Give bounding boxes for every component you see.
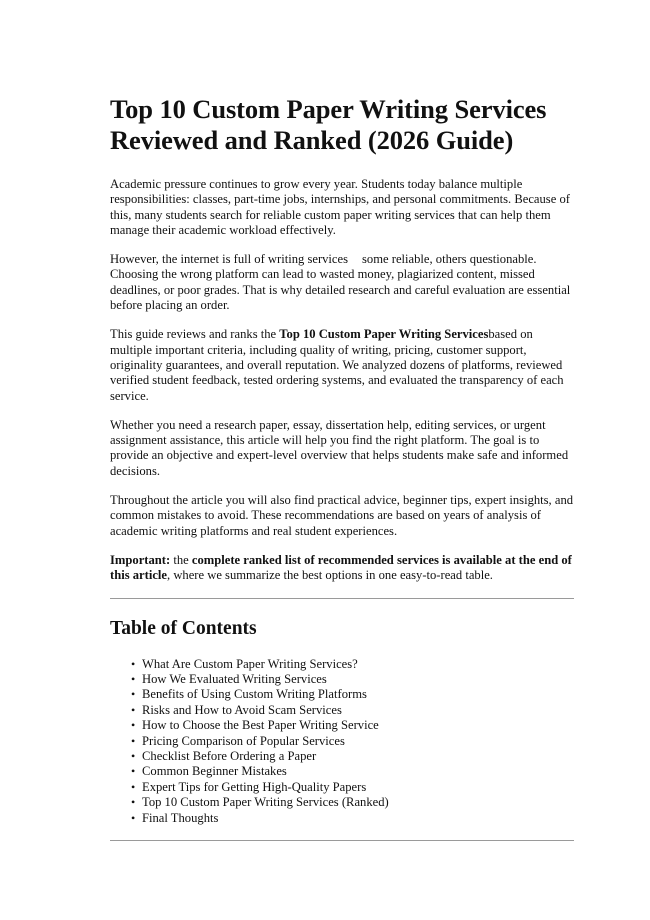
important-part2: , where we summarize the best options in one easy-to-read table.: [167, 568, 493, 583]
important-part1: the: [173, 552, 189, 567]
toc-item[interactable]: • Pricing Comparison of Popular Services: [131, 734, 574, 749]
toc-item[interactable]: • How We Evaluated Writing Services: [131, 672, 574, 687]
toc-item[interactable]: • What Are Custom Paper Writing Services?: [131, 657, 574, 672]
paragraph-internet: [110, 252, 574, 313]
paragraph-important: [110, 553, 574, 584]
toc-item[interactable]: • Top 10 Custom Paper Writing Services (Ranked): [131, 795, 574, 810]
paragraph-guide-part2: based on multiple important criteria, including quality of writing, pricing, customer support, originality guarantees, and overall reputation. We analyzed dozens of platforms, reviewed verified student feedback, tested ordering systems, and evaluated the transparency of each service.: [110, 327, 564, 403]
toc-item[interactable]: • Expert Tips for Getting High-Quality Papers: [131, 780, 574, 795]
toc-item[interactable]: • Risks and How to Avoid Scam Services: [131, 703, 574, 718]
paragraph-advice: Throughout the article you will also find practical advice, beginner tips, expert insights, and common mistakes to avoid. These recommendations are based on years of analysis of academic writing platforms and real student experiences.: [110, 493, 574, 538]
important-bold: complete ranked list of recommended services is available at the end of this article: [110, 552, 572, 583]
paragraph-guide: [110, 327, 574, 403]
important-label: Important:: [110, 552, 171, 567]
page-title: Top 10 Custom Paper Writing Services Reviewed and Ranked (2026 Guide): [110, 94, 547, 155]
toc-item[interactable]: • How to Choose the Best Paper Writing Service: [131, 718, 574, 733]
toc-item[interactable]: • Final Thoughts: [131, 811, 574, 826]
toc-heading: Table of Contents: [110, 617, 257, 639]
toc-item[interactable]: • Benefits of Using Custom Writing Platforms: [131, 687, 574, 702]
toc-item[interactable]: • Common Beginner Mistakes: [131, 764, 574, 779]
paragraph-internet-part1: However, the internet is full of writing services: [110, 252, 349, 267]
paragraph-guide-part1: This guide reviews and ranks the: [110, 327, 277, 342]
section-divider: [110, 840, 574, 841]
toc-list: [110, 657, 574, 826]
paragraph-guide-bold: Top 10 Custom Paper Writing Services: [279, 327, 489, 342]
paragraph-purpose: Whether you need a research paper, essay, dissertation help, editing services, or urgent assignment assistance, this article will help you find the right platform. The goal is to provide an objective and expert-level overview that helps students make safe and informed decisions.: [110, 417, 569, 478]
toc-item[interactable]: • Checklist Before Ordering a Paper: [131, 749, 574, 764]
paragraph-intro: Academic pressure continues to grow every year. Students today balance multiple responsibilities: classes, part-time jobs, internships, and personal commitments. Because of this, many students search for reliable custom paper writing services that can help them manage their academic workload effectively.: [110, 177, 570, 237]
paragraph-internet-part2: some reliable, others questionable. Choosing the wrong platform can lead to wasted money, plagiarized content, missed deadlines, or poor grades. That is why detailed research and careful evaluation are essential before placing an order.: [110, 252, 571, 313]
intro-section: [110, 177, 574, 584]
